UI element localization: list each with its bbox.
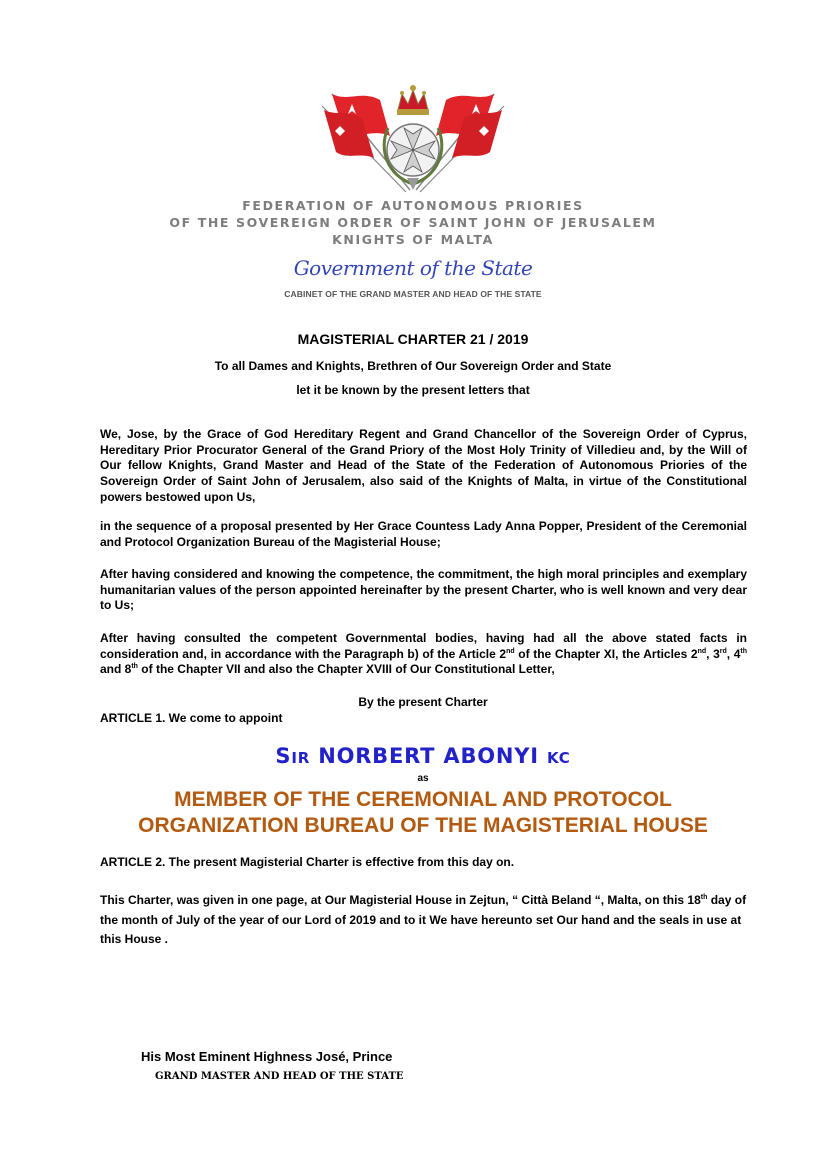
by-present-charter: By the present Charter (358, 695, 488, 709)
honoree-prefix: Sir (275, 744, 311, 768)
honoree-name (0, 744, 826, 768)
paragraph-consultation-part: , 3 (706, 646, 720, 661)
given-part: This Charter, was given in one page, at Our Magisterial House in Zejtun, “ Città Beland “, Malta, on this 18 (100, 893, 701, 907)
ordinal-suffix: th (740, 647, 748, 655)
ordinal-suffix: rd (719, 647, 727, 655)
org-name-line1: FEDERATION OF AUTONOMOUS PRIORIES (242, 198, 584, 213)
article-1: ARTICLE 1. We come to appoint (100, 711, 283, 725)
signer-title: GRAND MASTER AND HEAD OF THE STATE (155, 1071, 404, 1082)
salutation-line2: let it be known by the present letters that (296, 383, 530, 397)
paragraph-consultation-part: After having consulted the competent Governmental bodies, having had all the above stated facts in consideration and, in accordance with the Paragraph b) of the Article 2 (100, 631, 747, 661)
ordinal-suffix: th (131, 663, 138, 671)
paragraph-consultation-part: and 8 (100, 662, 132, 677)
paragraph-consultation-part: , 4 (726, 646, 741, 661)
maltese-cross-crown-flags-emblem (318, 80, 508, 198)
paragraph-consultation-part: of the Chapter VII and also the Chapter XVIII of Our Constitutional Letter, (137, 662, 555, 677)
honoree-suffix: KC (547, 749, 571, 767)
paragraph-consultation (100, 631, 747, 678)
ordinal-suffix: th (700, 894, 708, 901)
org-name-line2: OF THE SOVEREIGN ORDER OF SAINT JOHN OF JERUSALEM (169, 215, 657, 230)
given-part: day of the month of July of the year of our Lord of 2019 and to it We have hereunto set Our hand and the seals in use at this House . (100, 893, 747, 946)
cabinet-subheading: CABINET OF THE GRAND MASTER AND HEAD OF THE STATE (284, 289, 542, 299)
given-paragraph (100, 891, 750, 950)
honoree-fullname: NORBERT ABONYI (318, 744, 539, 768)
paragraph-consultation-part: of the Chapter XI, the Articles 2 (514, 646, 698, 661)
charter-title: MAGISTERIAL CHARTER 21 / 2019 (297, 331, 529, 347)
ordinal-suffix: nd (697, 647, 707, 655)
article-2: ARTICLE 2. The present Magisterial Charter is effective from this day on. (100, 855, 515, 869)
as-connector: as (417, 773, 429, 784)
signer-name: His Most Eminent Highness José, Prince (141, 1049, 393, 1064)
role-line2: ORGANIZATION BUREAU OF THE MAGISTERIAL HOUSE (138, 814, 708, 837)
org-name-line3: KNIGHTS OF MALTA (332, 232, 494, 247)
paragraph-proposal: in the sequence of a proposal presented by Her Grace Countess Lady Anna Popper, President of the Ceremonial and Protocol Organization Bureau of the Magisterial House; (100, 519, 747, 549)
government-script-heading: Government of the State (293, 256, 533, 280)
ordinal-suffix: nd (506, 647, 515, 655)
role-line1: MEMBER OF THE CEREMONIAL AND PROTOCOL (174, 788, 672, 811)
paragraph-declaration: We, Jose, by the Grace of God Hereditary Regent and Grand Chancellor of the Sovereign Order of Cyprus, Hereditary Prior Procurator General of the Grand Priory of the Most Holy Trinity of Villedieu and, by the Will of Our fellow Knights, Grand Master and Head of the State of the Federation of Autonomous Priories of the Sovereign Order of Saint John of Jerusalem, also said of the Knights of Malta, in virtue of the Constitutional powers bestowed upon Us, (100, 427, 747, 504)
salutation-line1: To all Dames and Knights, Brethren of Our Sovereign Order and State (214, 359, 612, 373)
paragraph-consideration: After having considered and knowing the competence, the commitment, the high moral principles and exemplary humanitarian values of the person appointed hereinafter by the present Charter, who is well known and very dear to Us; (100, 567, 747, 613)
